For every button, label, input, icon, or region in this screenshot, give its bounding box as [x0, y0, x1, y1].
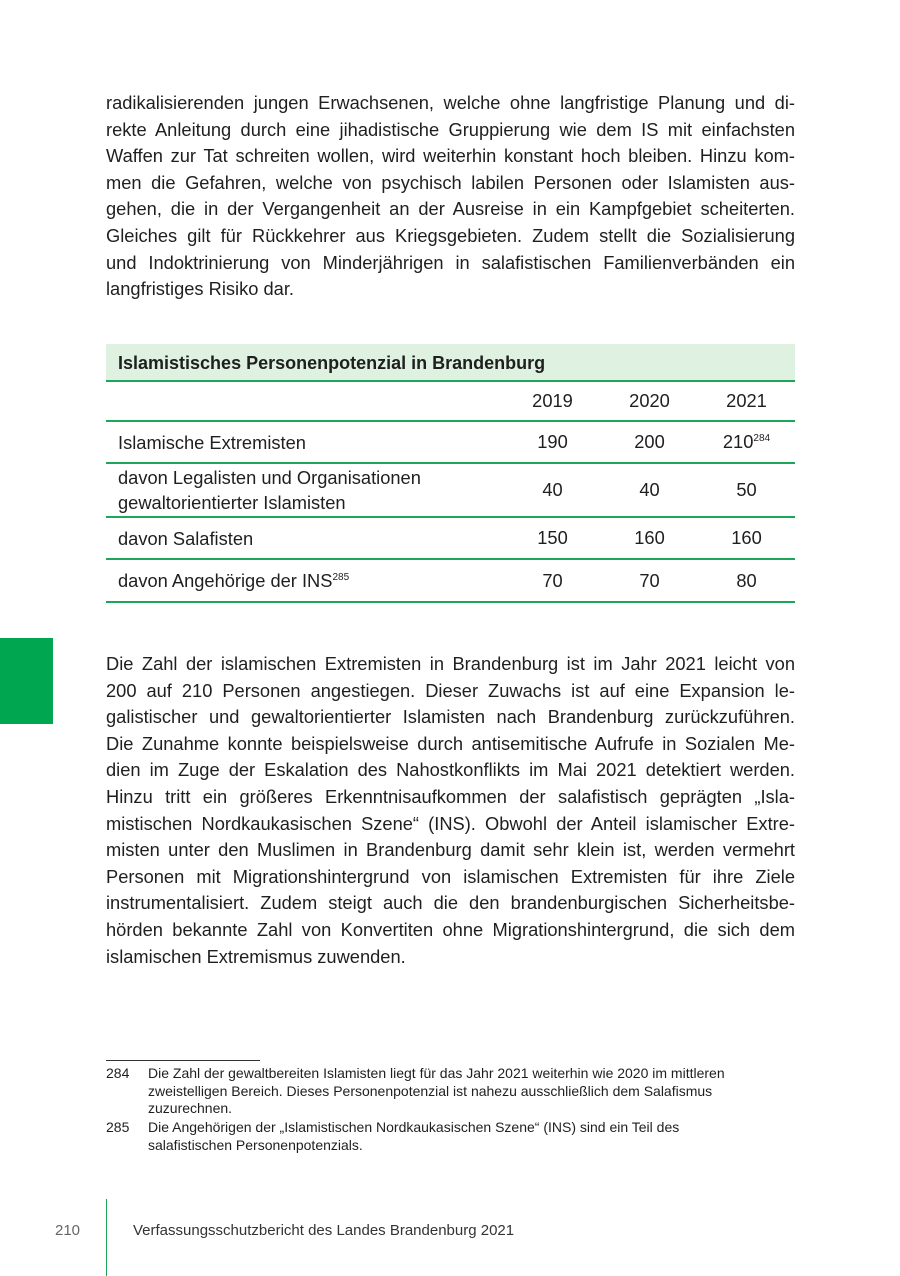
footer-divider — [106, 1199, 107, 1276]
footnote-separator — [106, 1060, 260, 1061]
text-line: misten unter den Muslimen in Brandenburg damit sehr klein ist, werden vermehrt — [106, 839, 795, 861]
text-line: gehen, die in der Vergangenheit an der Ausreise in ein Kampfgebiet scheiterten. — [106, 198, 795, 220]
text-line: Die Zahl der islamischen Extremisten in Brandenburg ist im Jahr 2021 leicht von — [106, 653, 795, 674]
text-line: Die Zunahme konnte beispielsweise durch antisemitische Aufrufe in Sozialen Me- — [106, 732, 795, 754]
chapter-marker-tab — [0, 638, 53, 724]
table-header-row — [106, 382, 795, 422]
value-cell: 70 — [639, 569, 660, 591]
value-cell: 40 — [542, 479, 563, 500]
row-label: Islamische Extremisten — [118, 431, 306, 453]
footnote-line: Die Angehörigen der „Islamistischen Nordkaukasischen Szene“ (INS) sind ein Teil des — [148, 1119, 680, 1135]
footnote-text — [148, 1119, 795, 1154]
footnote-line: zuzurechnen. — [148, 1100, 233, 1116]
footnote-text — [148, 1065, 795, 1118]
value-cell: 70 — [542, 569, 563, 591]
table-title: Islamistisches Personenpotenzial in Brandenburg — [106, 344, 795, 382]
footnote-line: salafistischen Personenpotenzials. — [148, 1136, 363, 1153]
row-label-line: davon Legalisten und Organisationen — [118, 467, 421, 488]
text-line: langfristiges Risiko dar. — [106, 278, 294, 300]
value-cell: 40 — [639, 479, 660, 500]
text-line: dien im Zuge der Eskalation des Nahostkonflikts im Mai 2021 detektiert werden. — [106, 759, 795, 781]
footnote — [106, 1119, 795, 1154]
page-number: 210 — [55, 1222, 81, 1239]
footnote-line: zweistelligen Bereich. Dieses Personenpotenzial ist nahezu ausschließlich dem Salafismus — [148, 1082, 713, 1099]
year-header: 2021 — [726, 390, 767, 411]
text-line: und Indoktrinierung von Minderjährigen in salafistischen Familienverbänden ein — [106, 251, 795, 273]
text-line: men die Gefahren, welche von psychisch labilen Personen oder Islamisten aus- — [106, 171, 795, 193]
value-text: 210 — [722, 431, 754, 452]
row-label-line: gewaltorientierter Islamisten — [118, 492, 346, 513]
table-row — [106, 518, 795, 560]
value-cell: 190 — [537, 431, 568, 452]
table-row — [106, 560, 795, 603]
intro-paragraph — [106, 90, 795, 303]
value-cell: 150 — [537, 527, 568, 548]
value-cell: 160 — [731, 527, 762, 548]
footnote-ref: 285 — [332, 572, 350, 583]
text-line: islamischen Extremismus zuwenden. — [106, 945, 406, 967]
footnote-ref: 284 — [753, 433, 771, 444]
text-line: Personen mit Migrationshintergrund von islamischen Extremisten für ihre Ziele — [106, 865, 795, 887]
text-line: mistischen Nordkaukasischen Szene“ (INS). Obwohl der Anteil islamischer Extre- — [106, 812, 795, 834]
text-line: Gleiches gilt für Rückkehrer aus Kriegsgebieten. Zudem stellt die Sozialisierung — [106, 224, 795, 246]
text-line: hörden bekannte Zahl von Konvertiten ohne Migrationshintergrund, die sich dem — [106, 918, 795, 940]
value-cell: 50 — [736, 479, 757, 500]
row-label-text: davon Angehörige der INS — [118, 570, 333, 591]
footer-title: Verfassungsschutzbericht des Landes Brandenburg 2021 — [133, 1222, 515, 1239]
footnote-number: 285 — [106, 1119, 130, 1135]
footnote-line: Die Zahl der gewaltbereiten Islamisten liegt für das Jahr 2021 weiterhin wie 2020 im mittleren — [148, 1065, 725, 1081]
text-line: Waffen zur Tat schreiten wollen, wird weiterhin konstant hoch bleiben. Hinzu kom- — [106, 145, 795, 167]
analysis-paragraph — [106, 651, 795, 970]
text-line: radikalisierenden jungen Erwachsenen, welche ohne langfristige Planung und di- — [106, 92, 795, 113]
value-cell: 80 — [736, 569, 757, 591]
text-line: Hinzu tritt ein größeres Erkenntnisaufkommen der salafistisch geprägten „Isla- — [106, 785, 795, 807]
row-label: davon Salafisten — [118, 527, 254, 549]
year-header: 2020 — [629, 390, 670, 411]
text-line: 200 auf 210 Personen angestiegen. Dieser Zuwachs ist auf eine Expansion le- — [106, 679, 795, 701]
personenpotenzial-table — [106, 344, 795, 603]
table-row — [106, 422, 795, 464]
year-header: 2019 — [532, 390, 573, 411]
row-label — [106, 465, 504, 515]
footnote — [106, 1065, 795, 1118]
value-cell — [698, 431, 795, 453]
row-label — [106, 568, 504, 593]
table-row — [106, 464, 795, 518]
text-line: rekte Anleitung durch eine jihadistische Gruppierung wie dem IS mit einfachsten — [106, 118, 795, 140]
value-cell: 160 — [634, 527, 665, 548]
text-line: instrumentalisiert. Zudem steigt auch die den brandenburgischen Sicherheitsbe- — [106, 892, 795, 914]
value-cell: 200 — [634, 431, 665, 452]
text-line: galistischer und gewaltorientierter Islamisten nach Brandenburg zurückzuführen. — [106, 706, 795, 728]
footnote-number: 284 — [106, 1065, 130, 1081]
